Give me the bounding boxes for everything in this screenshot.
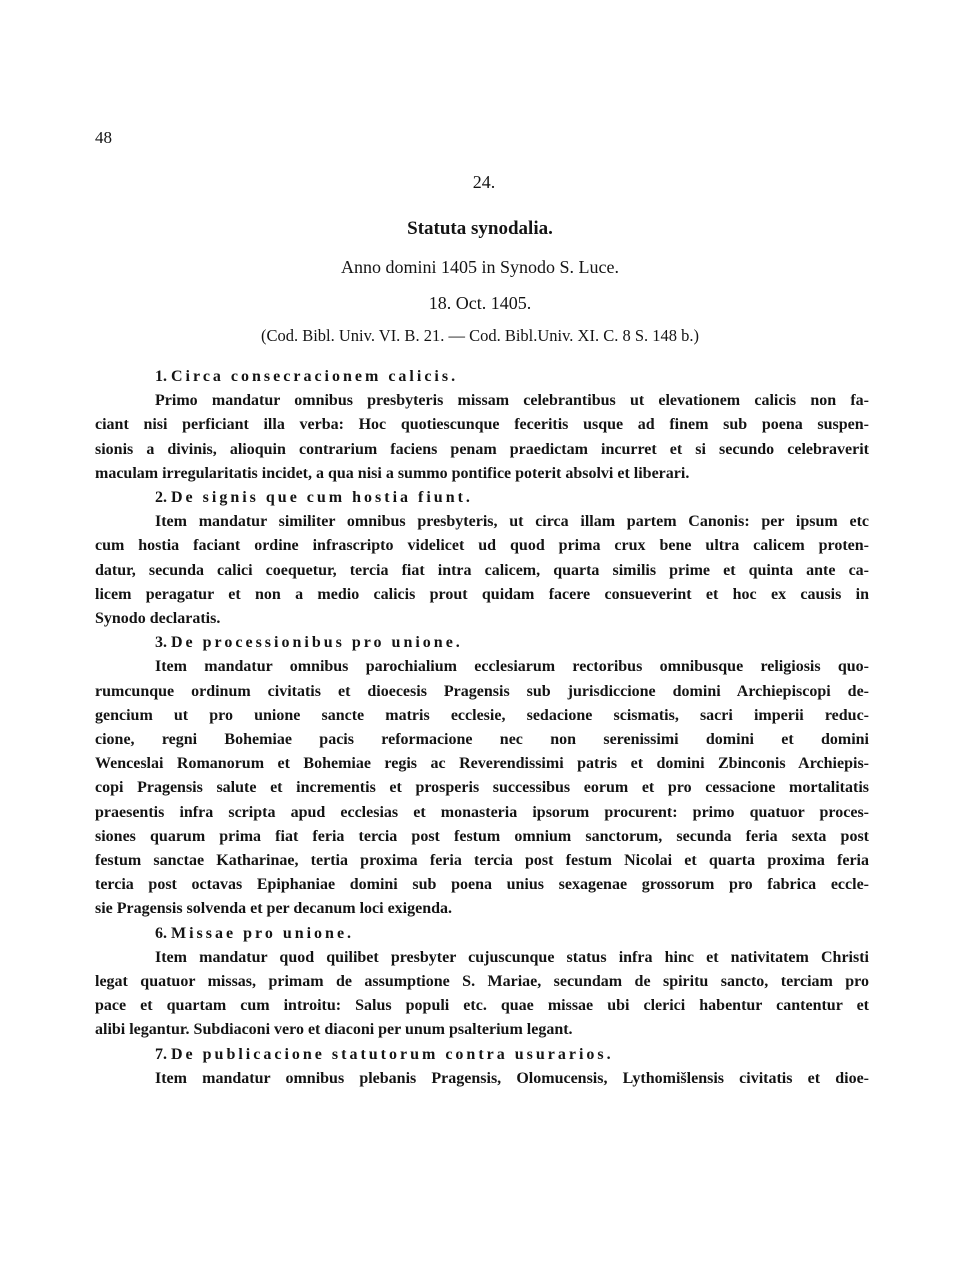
section [95, 486, 869, 631]
text-line: licem peragatur et non a medio calicis prout quidam facere consueverint et hoc ex causis in [95, 585, 869, 603]
section-number: 1. [155, 368, 167, 385]
page-number: 48 [95, 128, 112, 147]
text-line: praesentis infra scripta apud ecclesias et monasteria ipsorum procurent: primo quatuor proces- [95, 803, 869, 821]
text-line: maculam irregularitatis incidet, a qua nisi a summo pontifice poterit absolvi et liberari. [95, 464, 690, 482]
text-line: Item mandatur omnibus parochialium ecclesiarum rectoribus omnibusque religiosis quo- [155, 658, 869, 676]
text-line: festum sanctae Katharinae, tertia proxima feria tercia post festum Nicolai et quarta proxima feria [95, 852, 869, 870]
document-title: Statuta synodalia. [407, 218, 553, 239]
text-line: Wenceslai Romanorum et Bohemiae regis ac Reverendissimi patris et domini Zbinconis Archiepis- [95, 755, 869, 773]
section [95, 365, 869, 486]
document-number: 24. [472, 172, 496, 192]
section-heading-text: De signis que cum hostia fiunt. [171, 489, 473, 507]
section-number: 3. [155, 634, 167, 652]
text-line: ciant nisi perficiant illa verba: Hoc quotiescunque feceritis usque ad finem sub poena suspen- [95, 416, 869, 434]
section-heading [95, 365, 869, 389]
section [95, 631, 869, 921]
section-heading [95, 1043, 869, 1067]
text-line: alibi legantur. Subdiaconi vero et diaconi per unum psalterium legant. [95, 1021, 573, 1039]
text-line: Item mandatur omnibus plebanis Pragensis, Olomucensis, Lythomišlensis civitatis et dioe- [155, 1069, 869, 1087]
text-line: Synodo declaratis. [95, 610, 221, 628]
section-heading [95, 631, 869, 655]
section-heading [95, 486, 869, 510]
text-line: legat quatuor missas, primam de assumptione S. Mariae, secundam de spiritu sancto, terciam pro [95, 973, 869, 991]
text-line: Item mandatur similiter omnibus presbyteris, ut circa illam partem Canonis: per ipsum etc [155, 513, 869, 531]
text-line: Item mandatur quod quilibet presbyter cujuscunque status infra hinc et nativitatem Christi [155, 948, 869, 966]
section-heading-text: Circa consecracionem calicis. [171, 368, 459, 385]
section-number: 2. [155, 489, 167, 507]
document-date: 18. Oct. 1405. [428, 293, 532, 313]
text-line: copi Pragensis salute et incrementis et prosperis successibus eorum et pro cessacione mortalitatis [95, 779, 869, 797]
section-heading-text: De processionibus pro unione. [171, 634, 463, 652]
section [95, 922, 869, 1043]
document-subtitle: Anno domini 1405 in Synodo S. Luce. [341, 257, 619, 277]
section-heading [95, 922, 869, 946]
text-line: datur, secunda calici coequetur, tercia fiat intra calicem, quarta similis prime et quinta ante ca- [95, 561, 869, 579]
body-text [95, 365, 869, 1091]
text-line: rumcunque ordinum civitatis et dioecesis Pragensis sub jurisdiccione domini Archiepiscopi de- [95, 682, 869, 700]
text-line: gencium ut pro unione sancte matris ecclesie, sedacione scismatis, sacri imperii reduc- [95, 706, 869, 724]
text-line: tercia post octavas Epiphaniae domini sub poena unius sexagenae grossorum pro fabrica eccle- [95, 876, 869, 894]
text-line: sie Pragensis solvenda et per decanum loci exigenda. [95, 900, 453, 918]
source-citation: (Cod. Bibl. Univ. VI. B. 21. — Cod. Bibl.Univ. XI. C. 8 S. 148 b.) [260, 326, 700, 345]
text-line: pace et quartam cum introitu: Salus populi etc. quae missae ubi clerici habentur cantentur et [95, 997, 869, 1015]
section-heading-text: De publicacione statutorum contra usurarios. [171, 1045, 614, 1063]
text-line: cum hostia faciant ordine infrascripto videlicet ud quod prima crux bene ultra calicem proten- [95, 537, 869, 555]
text-line: siones quarum prima fiat feria tercia post festum omnium sanctorum, secunda feria sexta post [95, 827, 869, 845]
section [95, 1043, 869, 1091]
section-heading-text: Missae pro unione. [171, 924, 355, 942]
text-line: cione, regni Bohemiae pacis reformacione nec non serenissimi domini et domini [95, 731, 869, 749]
section-number: 6. [155, 924, 167, 942]
text-line: Primo mandatur omnibus presbyteris missam celebrantibus ut elevationem calicis non fa- [155, 392, 869, 410]
text-line: sionis a divinis, alioquin contrarium faciens penam praedictam incurret et si secundo celebraverit [95, 440, 869, 458]
section-number: 7. [155, 1045, 167, 1063]
